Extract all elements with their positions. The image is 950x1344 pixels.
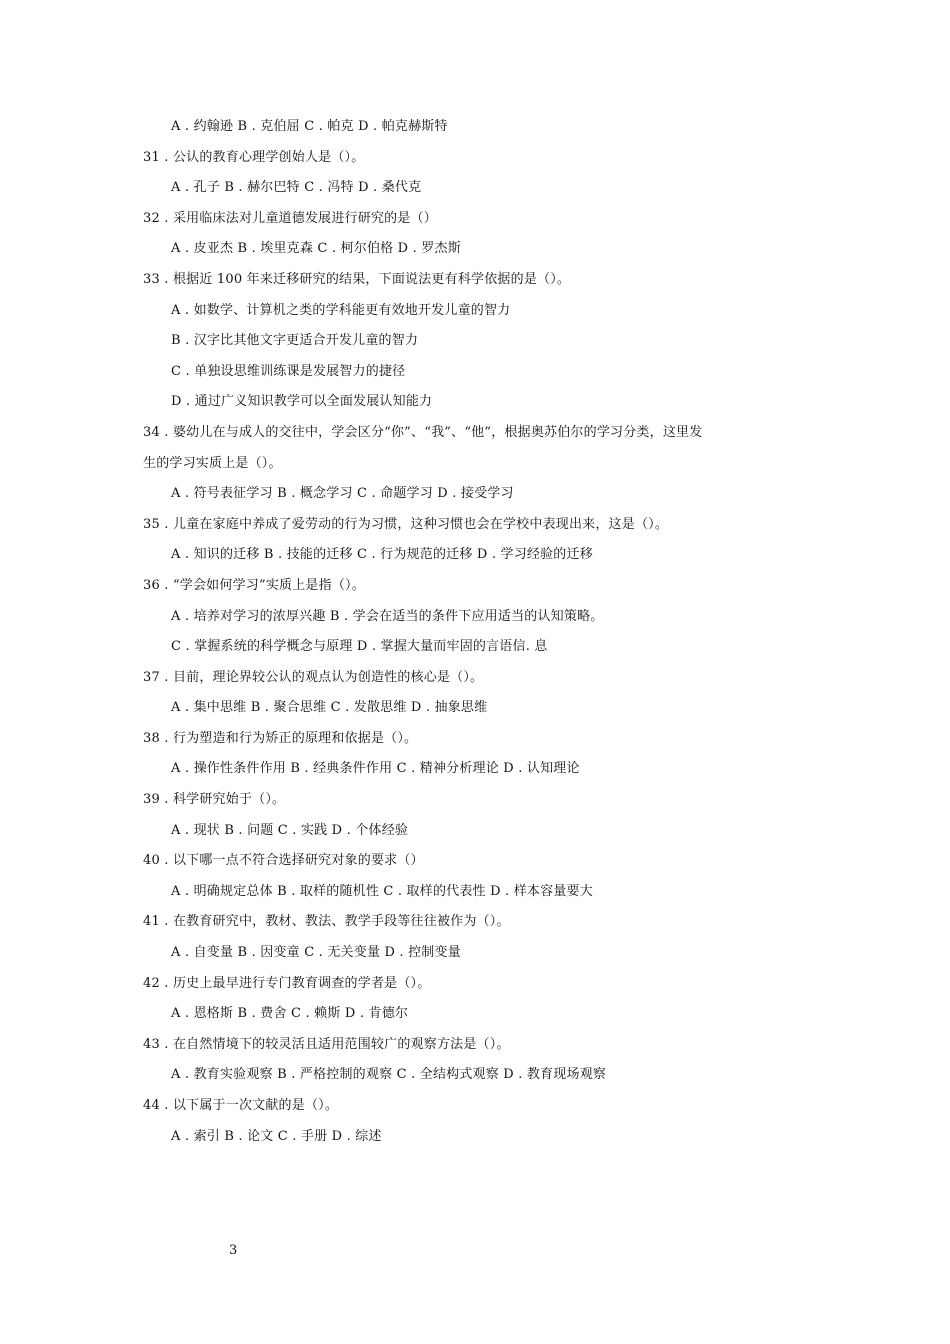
answer-options-line: A . 操作性条件作用 B . 经典条件作用 C . 精神分析理论 D . 认知理论 — [171, 761, 580, 777]
answer-options-line: A . 符号表征学习 B . 概念学习 C . 命题学习 D . 接受学习 — [171, 486, 514, 502]
answer-options-line: A . 明确规定总体 B . 取样的随机性 C . 取样的代表性 D . 样本容量要大 — [171, 883, 593, 899]
answer-options-line: A . 培养对学习的浓厚兴趣 B . 学会在适当的条件下应用适当的认知策略。 — [171, 608, 604, 624]
question-line: 40 . 以下哪一点不符合选择研究对象的要求（） — [143, 853, 424, 869]
question-line: 39 . 科学研究始于（）。 — [143, 792, 286, 808]
page-number: 3 — [229, 1243, 238, 1258]
question-line: 生的学习实质上是（）。 — [143, 455, 282, 471]
question-line: 34 . 婆幼儿在与成人的交往中，学会区分“你”、“我”、“他”，根据奥苏伯尔的学习分类，这里发 — [143, 424, 703, 440]
question-line: 31 . 公认的教育心理学创始人是（）。 — [143, 149, 365, 165]
answer-options-line: C . 单独设思维训练课是发展智力的捷径 — [171, 363, 406, 379]
question-line: 43 . 在自然情境下的较灵活且适用范围较广的观察方法是（）。 — [143, 1036, 510, 1052]
question-line: 42 . 历史上最早进行专门教育调查的学者是（）。 — [143, 975, 431, 991]
answer-options-line: A . 索引 B . 论文 C . 手册 D . 综述 — [171, 1128, 382, 1144]
question-line: 41 . 在教育研究中，教材、教法、教学手段等往往被作为（）。 — [143, 914, 510, 930]
question-line: 32 . 采用临床法对儿童道德发展进行研究的是（） — [143, 210, 437, 226]
answer-options-line: A . 知识的迁移 B . 技能的迁移 C . 行为规范的迁移 D . 学习经验的迁移 — [171, 547, 593, 563]
answer-options-line: A . 如数学、计算机之类的学科能更有效地开发儿童的智力 — [171, 302, 511, 318]
answer-options-line: A . 集中思维 B . 聚合思维 C . 发散思维 D . 抽象思维 — [171, 700, 488, 716]
question-line: 36 . “学会如何学习”实质上是指（）。 — [143, 577, 365, 593]
answer-options-line: D . 通过广义知识教学可以全面发展认知能力 — [171, 394, 433, 410]
question-list — [143, 112, 823, 1152]
answer-options-line: A . 皮亚杰 B . 埃里克森 C . 柯尔伯格 D . 罗杰斯 — [171, 241, 461, 257]
answer-options-line: A . 恩格斯 B . 费舍 C . 赖斯 D . 肯德尔 — [171, 1006, 409, 1022]
answer-options-line: A . 现状 B . 问题 C . 实践 D . 个体经验 — [171, 822, 409, 838]
answer-options-line: B . 汉字比其他文字更适合开发儿童的智力 — [171, 333, 419, 349]
question-line: 44 . 以下属于一次文献的是（）。 — [143, 1098, 339, 1113]
answer-options-line: A . 孔子 B . 赫尔巴特 C . 冯特 D . 桑代克 — [171, 180, 422, 196]
answer-options-line: C . 掌握系统的科学概念与原理 D . 掌握大量而牢固的言语信. 息 — [171, 639, 548, 655]
question-line: 38 . 行为塑造和行为矫正的原理和依据是（）。 — [143, 730, 418, 746]
answer-options-line: A . 约翰逊 B . 克伯屈 C . 帕克 D . 帕克赫斯特 — [171, 119, 448, 134]
question-line: 37 . 目前，理论界较公认的观点认为创造性的核心是（）。 — [143, 669, 484, 685]
question-line: 33 . 根据近 100 年来迁移研究的结果，下面说法更有科学依据的是（）。 — [143, 271, 571, 287]
answer-options-line: A . 教育实验观察 B . 严格控制的观察 C . 全结构式观察 D . 教育现场观察 — [171, 1067, 607, 1083]
question-line: 35 . 儿童在家庭中养成了爱劳动的行为习惯，这种习惯也会在学校中表现出来，这是（）。 — [143, 516, 669, 532]
answer-options-line: A . 自变量 B . 因变童 C . 无关变量 D . 控制变量 — [171, 945, 461, 961]
